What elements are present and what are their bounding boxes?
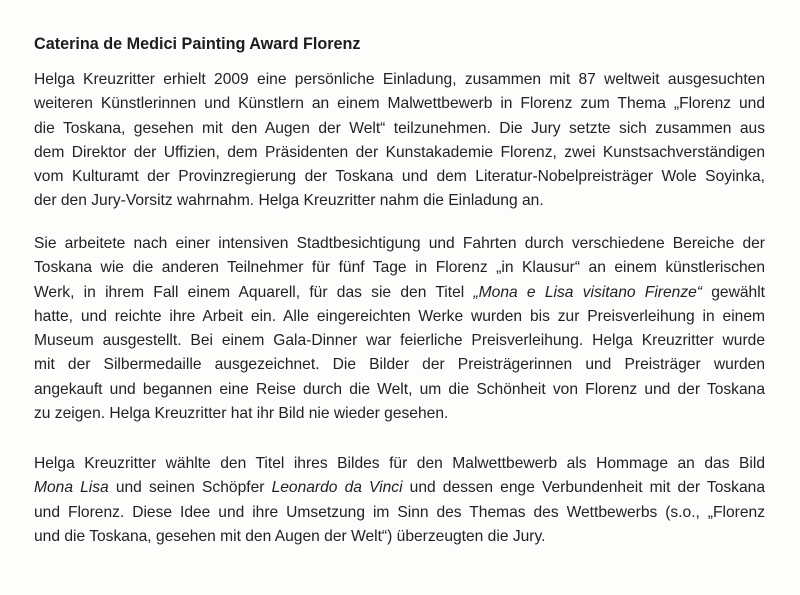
- text-segment: gewählt: [702, 283, 765, 301]
- text-segment: und seinen Schöpfer: [108, 479, 272, 497]
- mona-lisa-italic: Mona Lisa: [34, 479, 109, 497]
- text-line: Museum ausgestellt. Bei einem Gala-Dinner war feierliche Preisverleihung. Helga Kreuzritter wurde: [34, 332, 765, 350]
- text-line: dem Direktor der Uffizien, dem Präsidenten der Kunstakademie Florenz, zwei Kunstsachverständigen: [34, 143, 765, 161]
- text-line: und Florenz. Diese Idee und ihre Umsetzung im Sinn des Themas des Wettbewerbs (s.o., „Florenz: [34, 503, 765, 521]
- text-line-with-title: [34, 281, 765, 305]
- text-line: die Toskana, gesehen mit den Augen der Welt“ teilzunehmen. Die Jury setzte sich zusammen aus: [34, 119, 765, 137]
- text-line: Helga Kreuzritter wählte den Titel ihres Bildes für den Malwettbewerb als Hommage an das Bild: [34, 455, 765, 472]
- text-line: weiteren Künstlerinnen und Künstlern an einem Malwettbewerb in Florenz zum Thema „Florenz und: [34, 95, 765, 113]
- paragraph-competition: [34, 232, 765, 426]
- text-line-with-italics: [34, 476, 765, 500]
- text-line: angekauft und begannen eine Reise durch die Welt, um die Schönheit von Florenz und der Toskana: [34, 380, 765, 398]
- text-line: vom Kulturamt der Provinzregierung der Toskana und dem Literatur-Nobelpreisträger Wole Soyinka,: [34, 168, 765, 186]
- artwork-title-italic: „Mona e Lisa visitano Firenze“: [473, 283, 702, 301]
- text-line: Sie arbeitete nach einer intensiven Stadtbesichtigung und Fahrten durch verschiedene Bereiche der: [34, 235, 765, 252]
- leonardo-italic: Leonardo da Vinci: [271, 479, 403, 497]
- text-line: der den Jury-Vorsitz wahrnahm. Helga Kreuzritter nahm die Einladung an.: [34, 192, 544, 210]
- text-line: Helga Kreuzritter erhielt 2009 eine persönliche Einladung, zusammen mit 87 weltweit ausgesuchten: [34, 71, 765, 88]
- text-segment: Werk, in ihrem Fall einem Aquarell, für das sie den Titel: [34, 283, 474, 301]
- text-line: mit der Silbermedaille ausgezeichnet. Die Bilder der Preisträgerinnen und Preisträger wurden: [34, 356, 765, 374]
- text-line: und die Toskana, gesehen mit den Augen der Welt“) überzeugten die Jury.: [34, 527, 546, 545]
- text-line: zu zeigen. Helga Kreuzritter hat ihr Bild nie wieder gesehen.: [34, 405, 449, 423]
- paragraph-hommage: [34, 452, 765, 549]
- text-line: hatte, und reichte ihre Arbeit ein. Alle eingereichten Werke wurden bis zur Preisverleihung in einem: [34, 307, 765, 325]
- paragraph-invitation: [34, 68, 765, 214]
- text-segment: und dessen enge Verbundenheit mit der Toskana: [402, 479, 765, 497]
- document-title: Caterina de Medici Painting Award Florenz: [34, 35, 361, 53]
- text-line: Toskana wie die anderen Teilnehmer für fünf Tage in Florenz „in Klausur“ an einem künstlerischen: [34, 259, 765, 277]
